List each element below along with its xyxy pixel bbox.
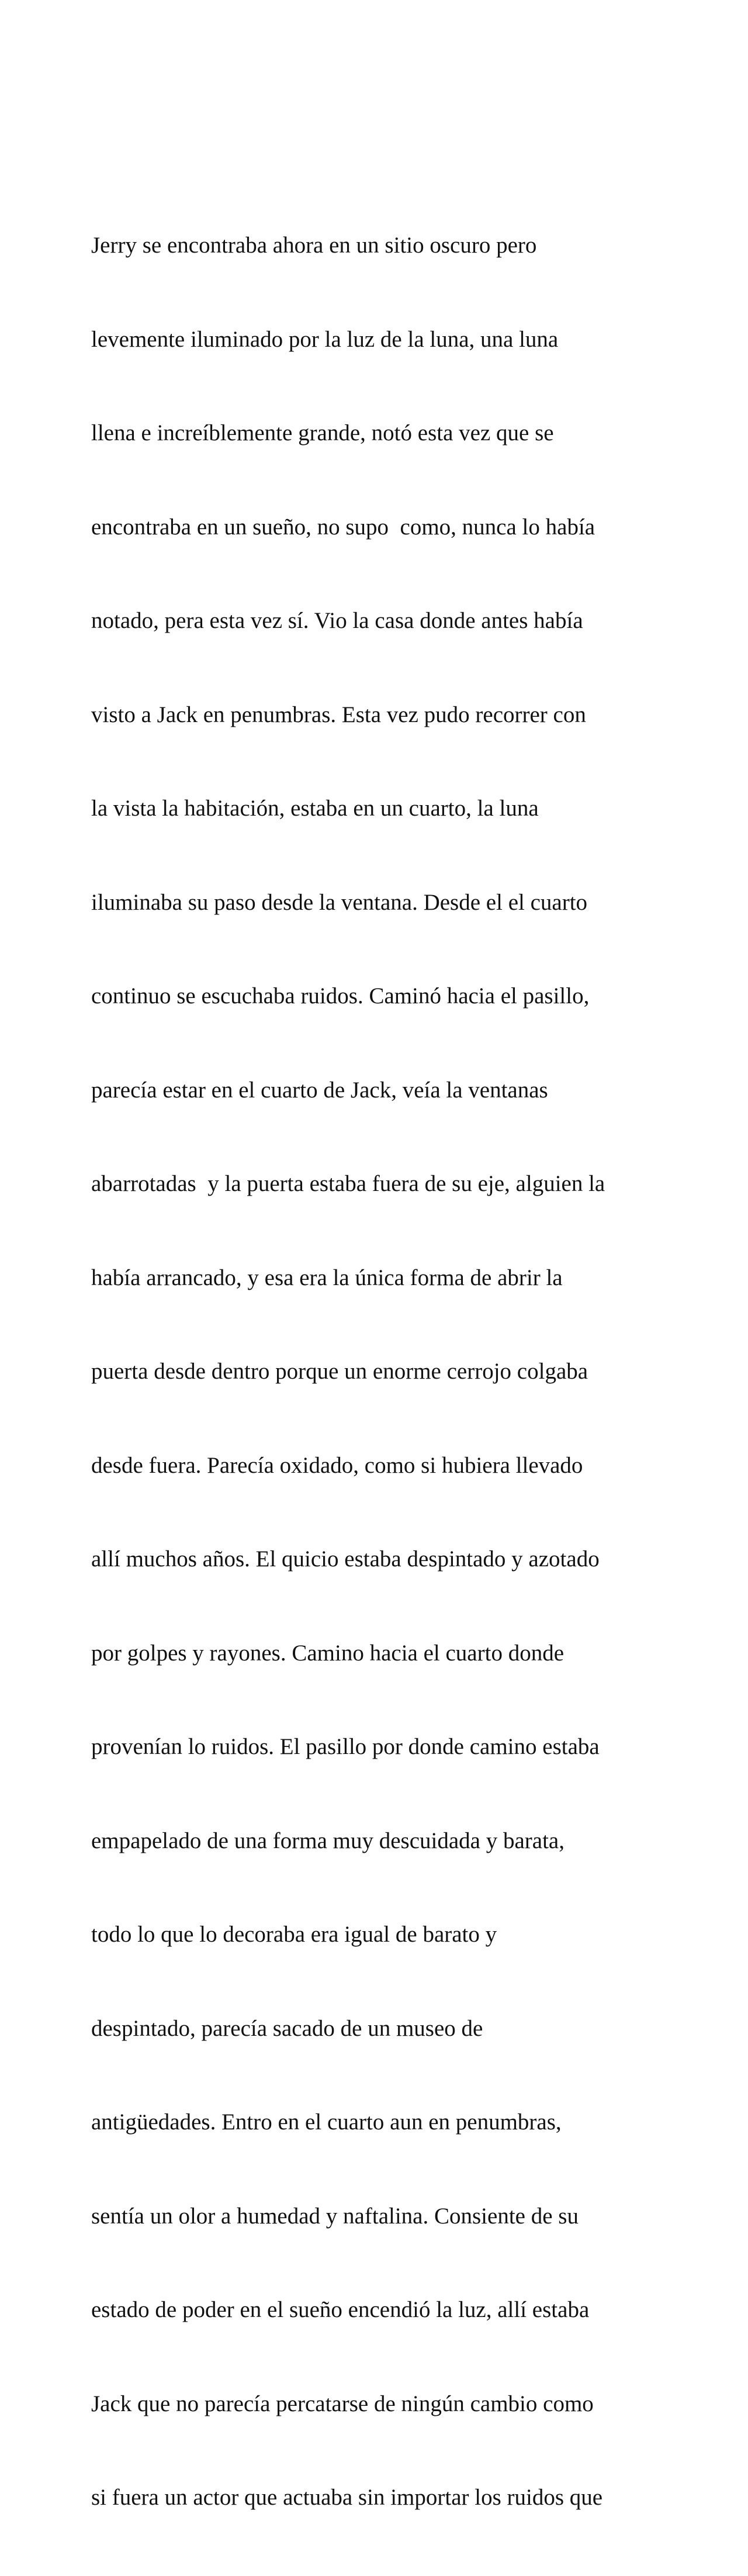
text-line: visto a Jack en penumbras. Esta vez pudo recorrer con: [91, 702, 586, 727]
text-line: allí muchos años. El quicio estaba despintado y azotado: [91, 1546, 600, 1572]
text-line: iluminaba su paso desde la ventana. Desde el el cuarto: [91, 889, 588, 915]
text-line: encontraba en un sueño, no supo como, nunca lo había: [91, 514, 595, 540]
text-line: sentía un olor a humedad y naftalina. Consiente de su: [91, 2203, 579, 2229]
text-line: había arrancado, y esa era la única forma de abrir la: [91, 1265, 563, 1290]
text-line: Jerry se encontraba ahora en un sitio oscuro pero: [91, 233, 537, 258]
text-line: empapelado de una forma muy descuidada y barata,: [91, 1828, 565, 1853]
text-line: provenían lo ruidos. El pasillo por donde camino estaba: [91, 1734, 600, 1759]
text-line: si fuera un actor que actuaba sin importar los ruidos que: [91, 2485, 603, 2510]
text-line: despintado, parecía sacado de un museo de: [91, 2015, 483, 2041]
body-paragraph: [91, 167, 722, 2576]
text-line: antigüedades. Entro en el cuarto aun en penumbras,: [91, 2109, 562, 2135]
text-line: notado, pera esta vez sí. Vio la casa donde antes había: [91, 608, 583, 633]
text-line: llena e increíblemente grande, notó esta vez que se: [91, 420, 554, 446]
text-line: abarrotadas y la puerta estaba fuera de su eje, alguien la: [91, 1171, 605, 1196]
text-line: por golpes y rayones. Camino hacia el cuarto donde: [91, 1640, 565, 1666]
text-line: todo lo que lo decoraba era igual de barato y: [91, 1922, 497, 1947]
text-line: desde fuera. Parecía oxidado, como si hubiera llevado: [91, 1452, 583, 1478]
text-line: puerta desde dentro porque un enorme cerrojo colgaba: [91, 1359, 588, 1384]
text-line: parecía estar en el cuarto de Jack, veía la ventanas: [91, 1077, 548, 1103]
text-line: estado de poder en el sueño encendió la luz, allí estaba: [91, 2297, 590, 2322]
text-line: la vista la habitación, estaba en un cuarto, la luna: [91, 796, 539, 821]
text-line: continuo se escuchaba ruidos. Caminó hacia el pasillo,: [91, 983, 590, 1009]
text-line: Jack que no parecía percatarse de ningún cambio como: [91, 2391, 594, 2416]
text-line: levemente iluminado por la luz de la luna, una luna: [91, 326, 559, 352]
